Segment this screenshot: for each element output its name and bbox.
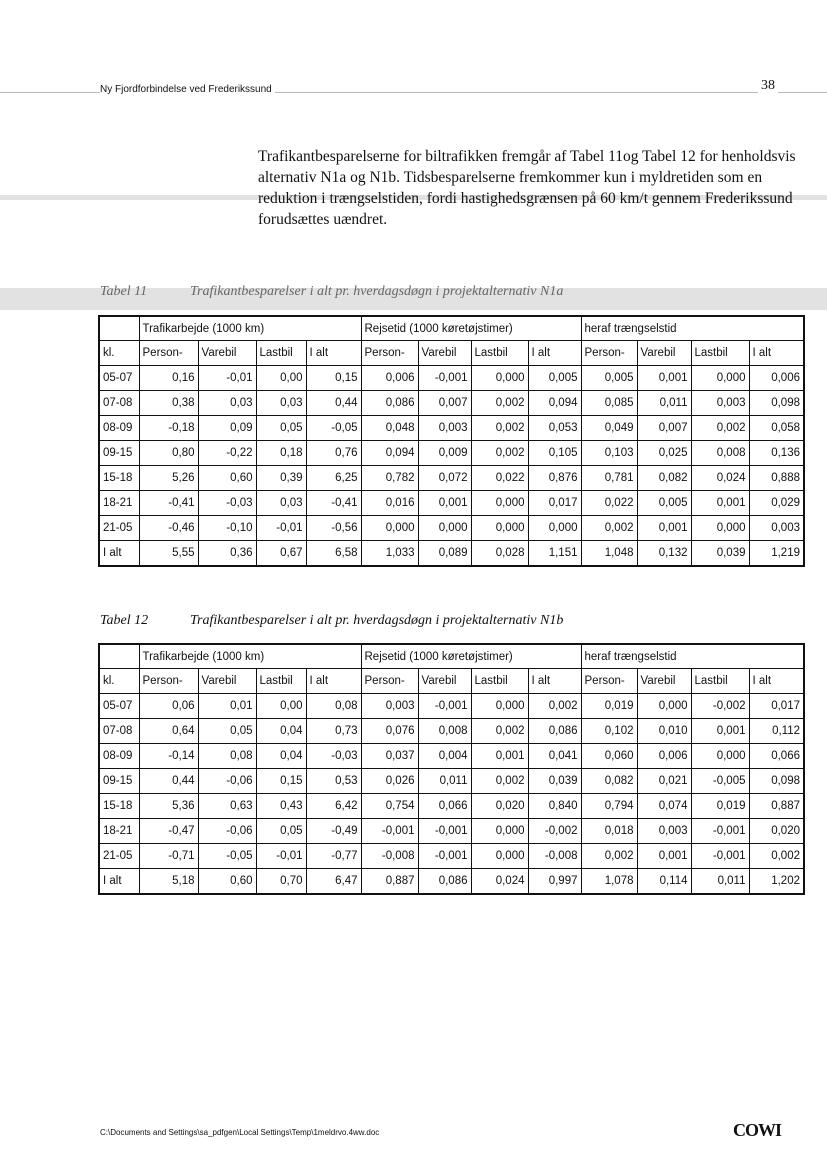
table-label: Tabel 12 <box>100 613 149 628</box>
value-cell: 0,022 <box>581 491 637 516</box>
value-cell: 0,085 <box>581 391 637 416</box>
table-12 <box>98 643 805 895</box>
table-row <box>99 719 804 744</box>
value-cell: 0,53 <box>306 769 361 794</box>
column-header: Varebil <box>637 669 691 694</box>
value-cell: -0,001 <box>418 819 471 844</box>
value-cell: 0,105 <box>528 441 581 466</box>
group-header: Rejsetid (1000 køretøjstimer) <box>361 644 581 669</box>
group-header-row <box>99 644 804 669</box>
table-row <box>99 466 804 491</box>
column-header: I alt <box>749 341 804 366</box>
column-header: Lastbil <box>471 669 528 694</box>
value-cell: -0,10 <box>198 516 256 541</box>
value-cell: 0,003 <box>361 694 418 719</box>
value-cell: 0,086 <box>418 869 471 895</box>
column-header: Varebil <box>198 341 256 366</box>
table-row <box>99 794 804 819</box>
group-header: Trafikarbejde (1000 km) <box>139 316 361 341</box>
value-cell: 0,003 <box>637 819 691 844</box>
value-cell: -0,41 <box>306 491 361 516</box>
group-header-row <box>99 316 804 341</box>
value-cell: 0,002 <box>581 516 637 541</box>
value-cell: 0,05 <box>256 819 306 844</box>
value-cell: 0,60 <box>198 869 256 895</box>
value-cell: 1,078 <box>581 869 637 895</box>
value-cell: 1,202 <box>749 869 804 895</box>
value-cell: 0,06 <box>139 694 198 719</box>
value-cell: -0,005 <box>691 769 749 794</box>
value-cell: 0,089 <box>418 541 471 567</box>
column-header: Person- <box>581 669 637 694</box>
table-row <box>99 516 804 541</box>
value-cell: -0,05 <box>306 416 361 441</box>
value-cell: 0,049 <box>581 416 637 441</box>
value-cell: 0,098 <box>749 769 804 794</box>
column-header-row <box>99 669 804 694</box>
value-cell: 1,151 <box>528 541 581 567</box>
value-cell: -0,56 <box>306 516 361 541</box>
value-cell: 0,000 <box>471 844 528 869</box>
value-cell: -0,01 <box>198 366 256 391</box>
value-cell: 0,039 <box>528 769 581 794</box>
value-cell: 0,63 <box>198 794 256 819</box>
table-row <box>99 819 804 844</box>
column-header: Person- <box>139 669 198 694</box>
value-cell: 0,002 <box>471 391 528 416</box>
time-cell: I alt <box>99 869 139 895</box>
value-cell: 0,887 <box>361 869 418 895</box>
column-header: Lastbil <box>256 669 306 694</box>
value-cell: 0,005 <box>528 366 581 391</box>
column-header: Varebil <box>198 669 256 694</box>
value-cell: 0,76 <box>306 441 361 466</box>
value-cell: 0,002 <box>471 416 528 441</box>
table-11 <box>98 315 805 567</box>
value-cell: 0,006 <box>637 744 691 769</box>
time-cell: 15-18 <box>99 794 139 819</box>
value-cell: -0,06 <box>198 769 256 794</box>
value-cell: 0,80 <box>139 441 198 466</box>
time-cell: 21-05 <box>99 516 139 541</box>
time-cell: 08-09 <box>99 416 139 441</box>
table-row <box>99 391 804 416</box>
value-cell: 0,060 <box>581 744 637 769</box>
value-cell: 0,781 <box>581 466 637 491</box>
value-cell: 0,028 <box>471 541 528 567</box>
value-cell: 0,086 <box>528 719 581 744</box>
value-cell: 0,000 <box>471 819 528 844</box>
value-cell: 0,67 <box>256 541 306 567</box>
value-cell: 0,001 <box>418 491 471 516</box>
time-cell: 08-09 <box>99 744 139 769</box>
column-header: I alt <box>749 669 804 694</box>
value-cell: -0,008 <box>361 844 418 869</box>
value-cell: 0,000 <box>471 516 528 541</box>
value-cell: -0,001 <box>691 844 749 869</box>
table-row <box>99 441 804 466</box>
value-cell: 0,000 <box>691 744 749 769</box>
value-cell: 0,094 <box>528 391 581 416</box>
value-cell: 0,05 <box>198 719 256 744</box>
value-cell: 0,001 <box>637 844 691 869</box>
value-cell: -0,05 <box>198 844 256 869</box>
value-cell: -0,001 <box>691 819 749 844</box>
value-cell: 0,002 <box>691 416 749 441</box>
value-cell: 0,15 <box>256 769 306 794</box>
column-header: Varebil <box>418 341 471 366</box>
table-row <box>99 744 804 769</box>
table-row <box>99 869 804 895</box>
column-header: Person- <box>581 341 637 366</box>
value-cell: 0,020 <box>471 794 528 819</box>
table-11-caption <box>100 284 563 300</box>
value-cell: 0,026 <box>361 769 418 794</box>
value-cell: 0,066 <box>418 794 471 819</box>
value-cell: 0,008 <box>418 719 471 744</box>
value-cell: 0,041 <box>528 744 581 769</box>
value-cell: 5,36 <box>139 794 198 819</box>
value-cell: -0,22 <box>198 441 256 466</box>
table-row <box>99 366 804 391</box>
value-cell: 0,000 <box>471 366 528 391</box>
value-cell: 0,029 <box>749 491 804 516</box>
value-cell: 0,002 <box>471 719 528 744</box>
value-cell: 0,021 <box>637 769 691 794</box>
value-cell: 0,003 <box>749 516 804 541</box>
value-cell: -0,001 <box>418 694 471 719</box>
value-cell: 0,066 <box>749 744 804 769</box>
group-header: heraf trængselstid <box>581 316 804 341</box>
value-cell: -0,01 <box>256 844 306 869</box>
value-cell: 0,888 <box>749 466 804 491</box>
value-cell: 0,43 <box>256 794 306 819</box>
value-cell: 0,03 <box>256 491 306 516</box>
time-cell: 09-15 <box>99 441 139 466</box>
value-cell: 0,017 <box>528 491 581 516</box>
running-header: Ny Fjordforbindelse ved Frederikssund <box>100 84 275 95</box>
value-cell: 0,001 <box>471 744 528 769</box>
value-cell: 0,005 <box>637 491 691 516</box>
time-cell: I alt <box>99 541 139 567</box>
table-12-caption <box>100 613 563 629</box>
value-cell: -0,41 <box>139 491 198 516</box>
value-cell: 0,09 <box>198 416 256 441</box>
value-cell: 0,60 <box>198 466 256 491</box>
value-cell: 0,39 <box>256 466 306 491</box>
value-cell: 1,033 <box>361 541 418 567</box>
time-cell: 07-08 <box>99 391 139 416</box>
value-cell: 0,072 <box>418 466 471 491</box>
value-cell: 0,011 <box>691 869 749 895</box>
value-cell: 0,03 <box>256 391 306 416</box>
value-cell: 0,007 <box>418 391 471 416</box>
value-cell: 0,003 <box>418 416 471 441</box>
column-header-row <box>99 341 804 366</box>
value-cell: 0,36 <box>198 541 256 567</box>
value-cell: 0,011 <box>418 769 471 794</box>
value-cell: 0,086 <box>361 391 418 416</box>
value-cell: 0,114 <box>637 869 691 895</box>
value-cell: 0,03 <box>198 391 256 416</box>
value-cell: -0,002 <box>528 819 581 844</box>
value-cell: 0,022 <box>471 466 528 491</box>
value-cell: -0,46 <box>139 516 198 541</box>
value-cell: -0,008 <box>528 844 581 869</box>
value-cell: 0,025 <box>637 441 691 466</box>
value-cell: 0,076 <box>361 719 418 744</box>
value-cell: 0,103 <box>581 441 637 466</box>
empty-cell <box>99 316 139 341</box>
value-cell: 0,002 <box>471 441 528 466</box>
value-cell: 0,70 <box>256 869 306 895</box>
value-cell: 0,017 <box>749 694 804 719</box>
value-cell: 0,04 <box>256 719 306 744</box>
value-cell: 5,55 <box>139 541 198 567</box>
value-cell: -0,18 <box>139 416 198 441</box>
value-cell: 0,082 <box>581 769 637 794</box>
value-cell: -0,001 <box>418 366 471 391</box>
value-cell: 0,08 <box>306 694 361 719</box>
column-header: Varebil <box>418 669 471 694</box>
table-row <box>99 416 804 441</box>
value-cell: 0,000 <box>528 516 581 541</box>
value-cell: 0,002 <box>749 844 804 869</box>
value-cell: -0,001 <box>418 844 471 869</box>
value-cell: 6,25 <box>306 466 361 491</box>
table-caption-text: Trafikantbesparelser i alt pr. hverdagsdøgn i projektalternativ N1a <box>190 284 564 299</box>
value-cell: 0,16 <box>139 366 198 391</box>
value-cell: 0,098 <box>749 391 804 416</box>
group-header: heraf trængselstid <box>581 644 804 669</box>
column-header: Person- <box>361 341 418 366</box>
value-cell: 0,001 <box>691 491 749 516</box>
value-cell: 0,44 <box>139 769 198 794</box>
value-cell: 0,058 <box>749 416 804 441</box>
value-cell: -0,14 <box>139 744 198 769</box>
value-cell: 0,00 <box>256 694 306 719</box>
table-row <box>99 844 804 869</box>
time-cell: 15-18 <box>99 466 139 491</box>
value-cell: 0,003 <box>691 391 749 416</box>
column-header: Lastbil <box>691 341 749 366</box>
column-header: Lastbil <box>256 341 306 366</box>
table-row <box>99 694 804 719</box>
value-cell: 0,006 <box>361 366 418 391</box>
value-cell: 6,42 <box>306 794 361 819</box>
value-cell: 0,000 <box>471 491 528 516</box>
group-header: Rejsetid (1000 køretøjstimer) <box>361 316 581 341</box>
value-cell: 0,002 <box>528 694 581 719</box>
column-header: kl. <box>99 669 139 694</box>
value-cell: 0,18 <box>256 441 306 466</box>
value-cell: 0,08 <box>198 744 256 769</box>
value-cell: 0,794 <box>581 794 637 819</box>
value-cell: 0,112 <box>749 719 804 744</box>
value-cell: 0,000 <box>637 694 691 719</box>
value-cell: 0,019 <box>691 794 749 819</box>
column-header: I alt <box>528 341 581 366</box>
value-cell: 0,000 <box>418 516 471 541</box>
value-cell: 0,44 <box>306 391 361 416</box>
time-cell: 05-07 <box>99 694 139 719</box>
value-cell: 5,26 <box>139 466 198 491</box>
column-header: Varebil <box>637 341 691 366</box>
value-cell: 0,002 <box>471 769 528 794</box>
table-row <box>99 541 804 567</box>
value-cell: 0,024 <box>471 869 528 895</box>
value-cell: 0,876 <box>528 466 581 491</box>
value-cell: -0,06 <box>198 819 256 844</box>
value-cell: 6,47 <box>306 869 361 895</box>
value-cell: 0,000 <box>361 516 418 541</box>
column-header: I alt <box>528 669 581 694</box>
value-cell: 0,020 <box>749 819 804 844</box>
value-cell: 0,997 <box>528 869 581 895</box>
value-cell: 0,001 <box>637 366 691 391</box>
value-cell: 0,05 <box>256 416 306 441</box>
value-cell: 1,219 <box>749 541 804 567</box>
value-cell: 0,136 <box>749 441 804 466</box>
time-cell: 05-07 <box>99 366 139 391</box>
time-cell: 09-15 <box>99 769 139 794</box>
column-header: Lastbil <box>471 341 528 366</box>
value-cell: 0,007 <box>637 416 691 441</box>
value-cell: 0,01 <box>198 694 256 719</box>
value-cell: 0,64 <box>139 719 198 744</box>
value-cell: 0,001 <box>637 516 691 541</box>
value-cell: 0,002 <box>581 844 637 869</box>
value-cell: 0,38 <box>139 391 198 416</box>
cowi-logo: COWI <box>733 1120 782 1140</box>
value-cell: 0,016 <box>361 491 418 516</box>
value-cell: 0,053 <box>528 416 581 441</box>
value-cell: 0,094 <box>361 441 418 466</box>
value-cell: 0,008 <box>691 441 749 466</box>
value-cell: 0,000 <box>691 366 749 391</box>
value-cell: 0,037 <box>361 744 418 769</box>
value-cell: 0,73 <box>306 719 361 744</box>
value-cell: 0,000 <box>471 694 528 719</box>
value-cell: 0,010 <box>637 719 691 744</box>
column-header: I alt <box>306 669 361 694</box>
time-cell: 07-08 <box>99 719 139 744</box>
value-cell: 0,04 <box>256 744 306 769</box>
table-row <box>99 769 804 794</box>
value-cell: 0,754 <box>361 794 418 819</box>
time-cell: 18-21 <box>99 491 139 516</box>
value-cell: 0,782 <box>361 466 418 491</box>
value-cell: 1,048 <box>581 541 637 567</box>
value-cell: 0,840 <box>528 794 581 819</box>
value-cell: 0,00 <box>256 366 306 391</box>
value-cell: 0,15 <box>306 366 361 391</box>
value-cell: -0,77 <box>306 844 361 869</box>
value-cell: -0,03 <box>198 491 256 516</box>
value-cell: 0,039 <box>691 541 749 567</box>
value-cell: 0,048 <box>361 416 418 441</box>
value-cell: 0,000 <box>691 516 749 541</box>
value-cell: 0,018 <box>581 819 637 844</box>
value-cell: 0,001 <box>691 719 749 744</box>
value-cell: -0,49 <box>306 819 361 844</box>
value-cell: -0,47 <box>139 819 198 844</box>
value-cell: 0,102 <box>581 719 637 744</box>
value-cell: 6,58 <box>306 541 361 567</box>
value-cell: -0,001 <box>361 819 418 844</box>
value-cell: 0,887 <box>749 794 804 819</box>
value-cell: 0,006 <box>749 366 804 391</box>
footer-file-path: C:\Documents and Settings\sa_pdfgen\Local Settings\Temp\1meldrvo.4ww.doc <box>100 1128 380 1137</box>
time-cell: 21-05 <box>99 844 139 869</box>
table-label: Tabel 11 <box>100 284 148 299</box>
column-header: Lastbil <box>691 669 749 694</box>
page-number: 38 <box>758 78 778 94</box>
column-header: Person- <box>361 669 418 694</box>
value-cell: 0,009 <box>418 441 471 466</box>
column-header: kl. <box>99 341 139 366</box>
table-caption-text: Trafikantbesparelser i alt pr. hverdagsdøgn i projektalternativ N1b <box>190 613 564 628</box>
value-cell: 0,005 <box>581 366 637 391</box>
body-paragraph: Trafikantbesparelserne for biltrafikken fremgår af Tabel 11og Tabel 12 for henholdsvis alternativ N1a og N1b. Tidsbesparelserne fremkommer kun i myldretiden som en reduktion i trængselstiden, fordi hastighedsgrænsen på 60 km/t gennem Frederikssund forudsættes uændret. <box>258 148 796 228</box>
value-cell: 0,019 <box>581 694 637 719</box>
value-cell: -0,01 <box>256 516 306 541</box>
table-row <box>99 491 804 516</box>
value-cell: 0,074 <box>637 794 691 819</box>
value-cell: 0,132 <box>637 541 691 567</box>
value-cell: 0,004 <box>418 744 471 769</box>
value-cell: -0,03 <box>306 744 361 769</box>
value-cell: 5,18 <box>139 869 198 895</box>
value-cell: -0,71 <box>139 844 198 869</box>
column-header: Person- <box>139 341 198 366</box>
group-header: Trafikarbejde (1000 km) <box>139 644 361 669</box>
value-cell: -0,002 <box>691 694 749 719</box>
value-cell: 0,011 <box>637 391 691 416</box>
value-cell: 0,024 <box>691 466 749 491</box>
time-cell: 18-21 <box>99 819 139 844</box>
column-header: I alt <box>306 341 361 366</box>
value-cell: 0,082 <box>637 466 691 491</box>
empty-cell <box>99 644 139 669</box>
